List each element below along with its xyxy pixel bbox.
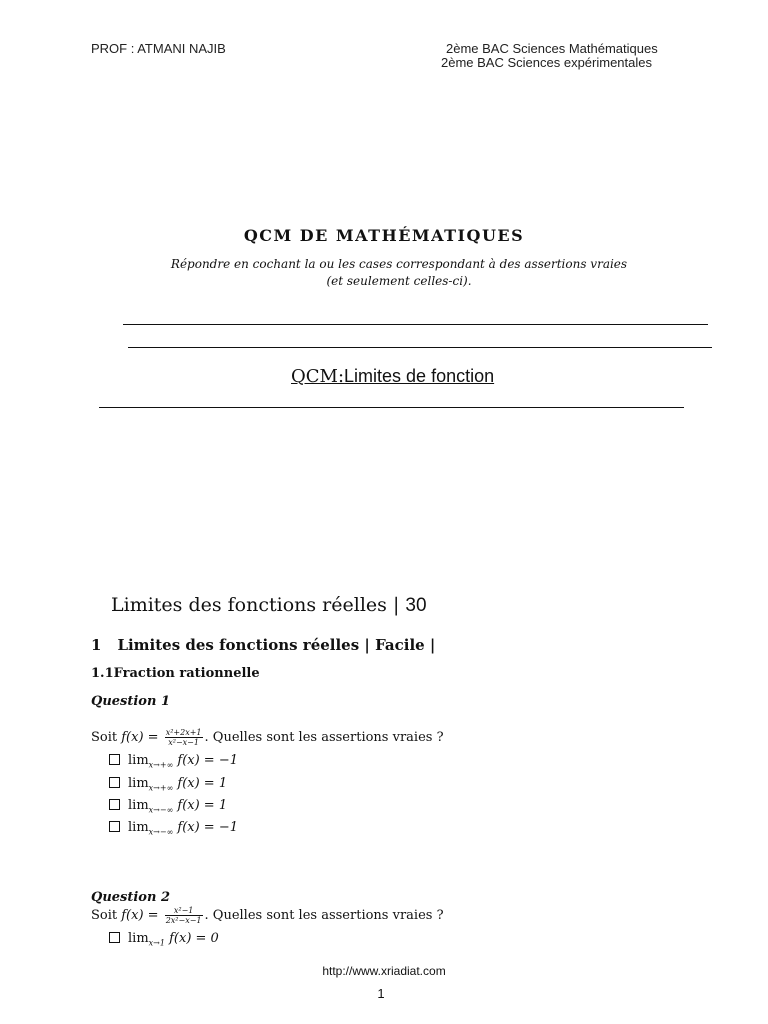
checkbox[interactable] [109, 754, 120, 765]
question-1-label: Question 1 [91, 694, 171, 709]
option-expression: f(x) = 0 [164, 931, 219, 946]
lim-subscript: x→+∞ [148, 760, 174, 770]
checkbox[interactable] [109, 799, 120, 810]
lim-subscript: x→+∞ [148, 783, 174, 793]
q2-function: f(x) = [121, 908, 163, 923]
q1-fraction [165, 728, 203, 747]
q2-prompt-end: . Quelles sont les assertions vraies ? [204, 908, 444, 923]
instructions-line-1: Répondre en cochant la ou les cases correspondant à des assertions vraies [170, 257, 628, 271]
lim-operator: lim [128, 931, 149, 946]
header-author: PROF : ATMANI NAJIB [91, 41, 226, 56]
header-class-2: 2ème BAC Sciences expérimentales [441, 55, 652, 70]
lim-subscript: x→−∞ [148, 805, 174, 815]
checkbox[interactable] [109, 777, 120, 788]
lim-operator: lim [128, 820, 149, 835]
section-title: Limites des fonctions réelles | Facile | [117, 636, 436, 654]
checkbox[interactable] [109, 932, 120, 943]
chapter-number: 30 [405, 595, 427, 616]
q2-option-1[interactable] [109, 931, 219, 948]
subsection-title: Fraction rationnelle [113, 666, 260, 681]
option-expression: f(x) = 1 [173, 798, 228, 813]
q2-denominator: 2x²−x−1 [165, 916, 202, 925]
checkbox[interactable] [109, 821, 120, 832]
q1-option-2[interactable] [109, 776, 227, 793]
q1-option-3[interactable] [109, 798, 227, 815]
chapter-title: Limites des fonctions réelles | [111, 594, 406, 616]
q2-fraction [165, 906, 203, 925]
divider-1 [123, 324, 708, 325]
question-1-prompt [91, 728, 444, 747]
footer-url[interactable]: http://www.xriadiat.com [322, 964, 446, 978]
q1-prompt-start: Soit [91, 730, 122, 745]
q1-option-1[interactable] [109, 753, 238, 770]
section-heading [91, 636, 435, 654]
option-expression: f(x) = −1 [173, 820, 238, 835]
lim-subscript: x→1 [148, 938, 165, 948]
subsection-heading [91, 666, 260, 681]
page-number: 1 [377, 986, 385, 1001]
subtitle-prefix: QCM: [291, 366, 345, 387]
q1-prompt-end: . Quelles sont les assertions vraies ? [204, 730, 444, 745]
q1-option-4[interactable] [109, 820, 238, 837]
qcm-title: QCM DE MATHÉMATIQUES [243, 226, 525, 245]
header-class-1: 2ème BAC Sciences Mathématiques [446, 41, 658, 56]
instructions-line-2: (et seulement celles-ci). [326, 274, 472, 288]
section-number: 1 [91, 636, 102, 654]
lim-subscript: x→−∞ [148, 827, 174, 837]
lim-operator: lim [128, 798, 149, 813]
option-expression: f(x) = 1 [173, 776, 228, 791]
q2-numerator: x²−1 [165, 906, 203, 916]
q2-prompt-start: Soit [91, 908, 122, 923]
chapter-heading [111, 594, 427, 617]
option-expression: f(x) = −1 [173, 753, 238, 768]
lim-operator: lim [128, 753, 149, 768]
question-2-prompt [91, 906, 444, 925]
subtitle [291, 366, 494, 387]
q1-function: f(x) = [121, 730, 163, 745]
q1-numerator: x²+2x+1 [165, 728, 202, 737]
subsection-number: 1.1 [91, 666, 114, 681]
divider-3 [99, 407, 684, 408]
question-2-label: Question 2 [91, 890, 171, 905]
q1-denominator: x²−x−1 [168, 738, 199, 747]
subtitle-text: Limites de fonction [344, 366, 495, 386]
divider-2 [128, 347, 712, 348]
lim-operator: lim [128, 776, 149, 791]
